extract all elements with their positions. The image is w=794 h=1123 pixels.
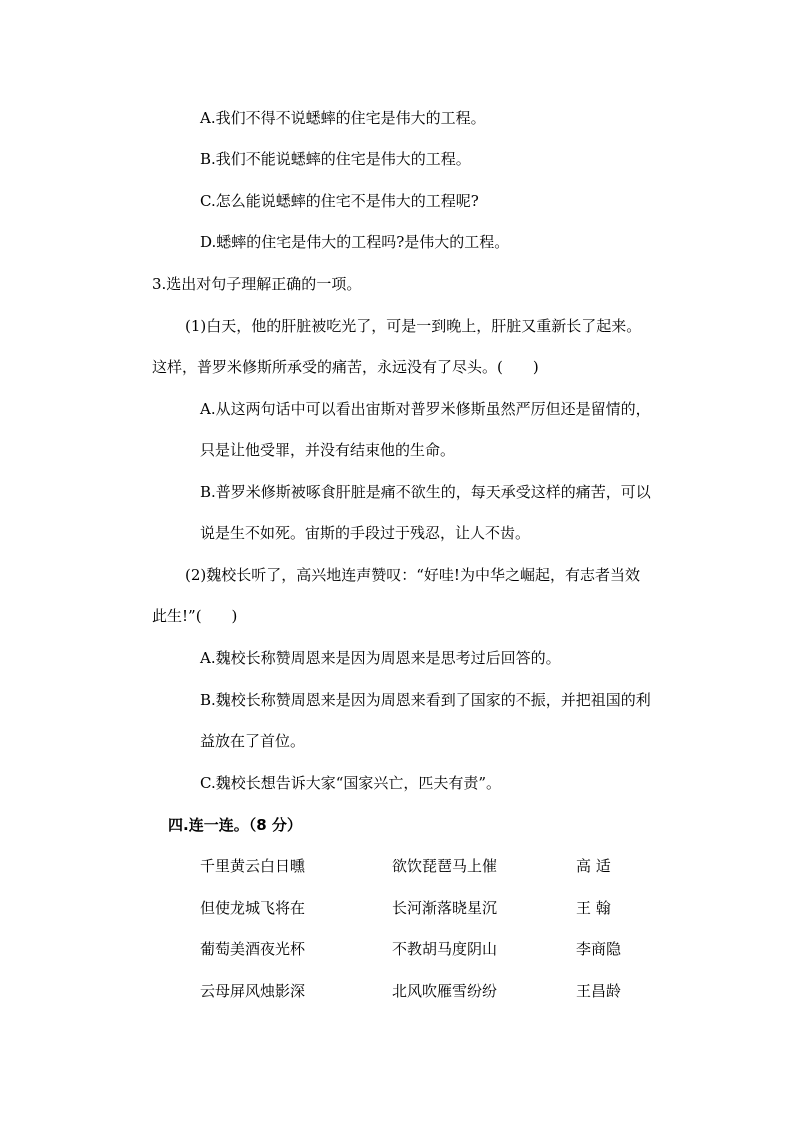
q3-title: 3.选出对句子理解正确的一项。 [152,275,362,293]
q3-1-option-b-line1: B.普罗米修斯被啄食肝脏是痛不欲生的，每天承受这样的痛苦，可以 [200,483,651,501]
match-col3-item: 李商隐 [576,940,622,958]
q2-option-d: D.蟋蟀的住宅是伟大的工程吗?是伟大的工程。 [200,233,510,251]
q2-option-a: A.我们不得不说蟋蟀的住宅是伟大的工程。 [200,109,486,127]
match-col1-item: 千里黄云白日曛 [200,857,306,875]
match-col1-item: 但使龙城飞将在 [200,899,306,917]
q3-2-text-line1: (2)魏校长听了，高兴地连声赞叹：“好哇!为中华之崛起，有志者当效 [185,566,640,584]
q2-option-c: C.怎么能说蟋蟀的住宅不是伟大的工程呢? [200,192,479,210]
section-4-heading: 四.连一连。（8 分） [168,816,302,834]
q3-2-text-line2: 此生!”( ) [152,607,238,625]
q3-1-text-line2: 这样，普罗米修斯所承受的痛苦，永远没有了尽头。( ) [152,358,539,376]
match-col3-item: 王昌龄 [576,982,622,1000]
match-col2-item: 不教胡马度阴山 [392,940,498,958]
q3-2-option-a: A.魏校长称赞周恩来是因为周恩来是思考过后回答的。 [200,649,561,667]
match-col1-item: 云母屏风烛影深 [200,982,306,1000]
q3-1-option-a-line1: A.从这两句话中可以看出宙斯对普罗米修斯虽然严厉但还是留情的， [200,400,651,418]
q3-1-text-line1: (1)白天，他的肝脏被吃光了，可是一到晚上，肝脏又重新长了起来。 [185,317,642,335]
match-col3-item: 王 翰 [576,899,611,917]
q3-2-option-c: C.魏校长想告诉大家“国家兴亡，匹夫有责”。 [200,774,502,792]
match-col2-item: 北风吹雁雪纷纷 [392,982,498,1000]
match-col1-item: 葡萄美酒夜光杯 [200,940,306,958]
q2-option-b: B.我们不能说蟋蟀的住宅是伟大的工程。 [200,150,471,168]
q3-2-option-b-line2: 益放在了首位。 [200,732,306,750]
match-col2-item: 长河渐落晓星沉 [392,899,498,917]
q3-1-option-a-line2: 只是让他受罪，并没有结束他的生命。 [200,441,456,459]
match-col2-item: 欲饮琵琶马上催 [392,857,498,875]
q3-2-option-b-line1: B.魏校长称赞周恩来是因为周恩来看到了国家的不振，并把祖国的利 [200,691,651,709]
q3-1-option-b-line2: 说是生不如死。宙斯的手段过于残忍，让人不齿。 [200,524,531,542]
match-col3-item: 高 适 [576,857,611,875]
